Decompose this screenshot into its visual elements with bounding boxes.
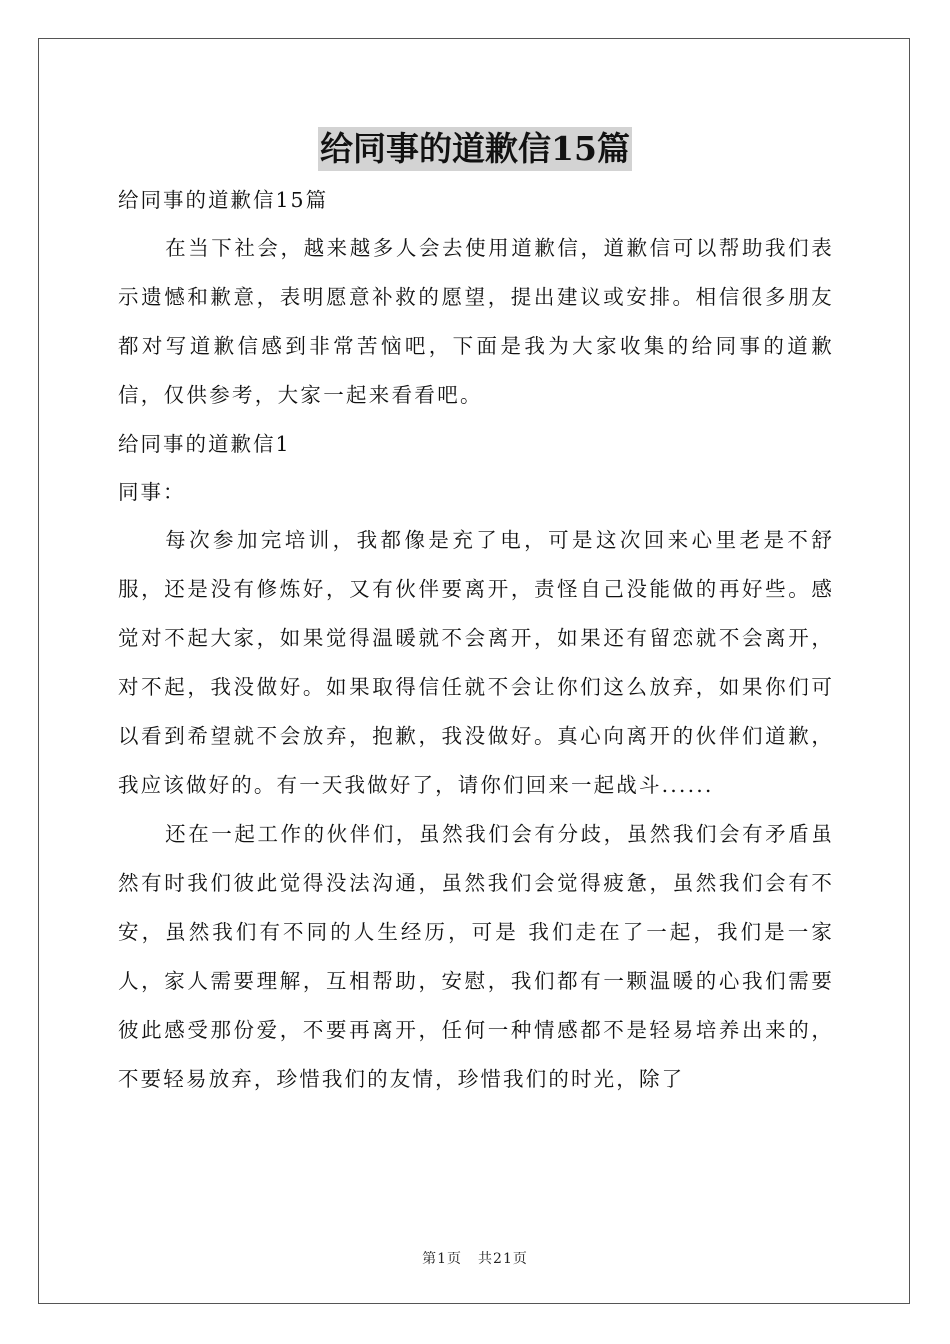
document-title-block: [0, 126, 950, 172]
document-subtitle: 给同事的道歉信15篇: [118, 188, 329, 212]
document-title: 给同事的道歉信15篇: [318, 127, 632, 171]
page-footer: [0, 1248, 950, 1268]
letter-paragraph-2: 还在一起工作的伙伴们，虽然我们会有分歧，虽然我们会有矛盾虽然有时我们彼此觉得没法沟通，虽然我们会觉得疲惫，虽然我们会有不安，虽然我们有不同的人生经历，可是 我们走在了一起，我们是一家人，家人需要理解，互相帮助，安慰，我们都有一颗温暖的心我们需要彼此感受那份爱，不要再离开，任何一种情感都不是轻易培养出来的，不要轻易放弃，珍惜我们的友情，珍惜我们的时光，除了: [118, 822, 834, 1091]
document-body: [118, 176, 834, 1104]
letter-paragraph-1: 每次参加完培训，我都像是充了电，可是这次回来心里老是不舒服，还是没有修炼好，又有伙伴要离开，责怪自己没能做的再好些。感觉对不起大家，如果觉得温暖就不会离开，如果还有留恋就不会离开，对不起，我没做好。如果取得信任就不会让你们这么放弃，如果你们可以看到希望就不会放弃，抱歉，我没做好。真心向离开的伙伴们道歉，我应该做好的。有一天我做好了，请你们回来一起战斗......: [118, 528, 834, 797]
page-number: 第1页: [422, 1251, 463, 1267]
intro-paragraph: 在当下社会，越来越多人会去使用道歉信，道歉信可以帮助我们表示遗憾和歉意，表明愿意补救的愿望，提出建议或安排。相信很多朋友都对写道歉信感到非常苦恼吧，下面是我为大家收集的给同事的道歉信，仅供参考，大家一起来看看吧。: [118, 236, 834, 407]
page-total: 共21页: [478, 1251, 528, 1267]
letter-salutation: 同事：: [118, 480, 186, 504]
section-heading: 给同事的道歉信1: [118, 432, 291, 456]
